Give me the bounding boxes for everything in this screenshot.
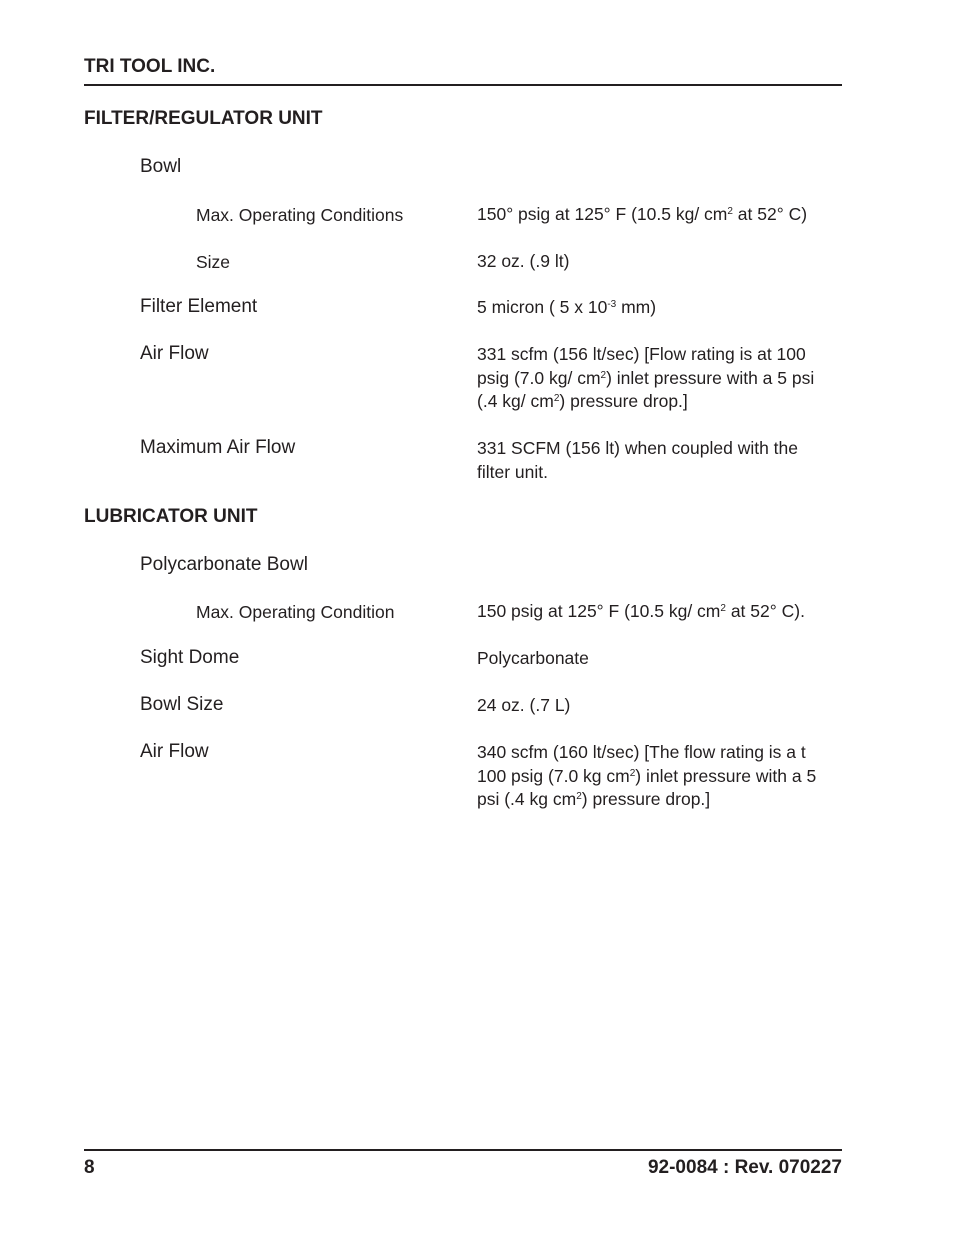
bowl-label: Bowl bbox=[140, 156, 182, 177]
max-operating-conditions-label: Max. Operating Conditions bbox=[196, 205, 404, 225]
maximum-air-flow-label: Maximum Air Flow bbox=[140, 437, 296, 458]
maximum-air-flow-value: 331 SCFM (156 lt) when coupled with the filter unit. bbox=[477, 438, 798, 482]
lubricator-air-flow-label: Air Flow bbox=[140, 741, 209, 762]
section-title-filter-regulator: FILTER/REGULATOR UNIT bbox=[84, 108, 323, 129]
section-title-lubricator: LUBRICATOR UNIT bbox=[84, 506, 258, 527]
page-number: 8 bbox=[84, 1157, 95, 1178]
polycarbonate-bowl-label: Polycarbonate Bowl bbox=[140, 554, 308, 575]
footer-rule bbox=[84, 1149, 842, 1151]
max-operating-condition-label: Max. Operating Condition bbox=[196, 602, 395, 622]
size-value: 32 oz. (.9 lt) bbox=[477, 251, 570, 271]
filter-element-label: Filter Element bbox=[140, 296, 258, 317]
filter-element-value: 5 micron ( 5 x $10^{-3}$ mm) bbox=[477, 297, 657, 317]
max-operating-conditions-value: 150° psig at 125° F (10.5 kg/ $cm^2$ at 52° C) bbox=[477, 204, 808, 224]
sight-dome-label: Sight Dome bbox=[140, 647, 240, 668]
bowl-size-value: 24 oz. (.7 L) bbox=[477, 695, 571, 715]
air-flow-value: 331 scfm (156 lt/sec) [Flow rating is at 100 psig (7.0 kg/ $cm^2$) inlet pressure with a 5 psi (.4 kg/ $cm^2$) pressure drop.] bbox=[477, 344, 815, 411]
sight-dome-value: Polycarbonate bbox=[477, 648, 589, 668]
lubricator-air-flow-value: 340 scfm (160 lt/sec) [The flow rating is a t 100 psig (7.0 kg $cm^2$) inlet pressure with a 5 psi (.4 kg $cm^2$) pressure drop.] bbox=[477, 742, 817, 809]
document-revision: 92-0084 : Rev. 070227 bbox=[647, 1157, 842, 1178]
company-name: TRI TOOL INC. bbox=[84, 56, 216, 77]
bowl-size-label: Bowl Size bbox=[140, 694, 224, 715]
size-label: Size bbox=[196, 252, 231, 272]
air-flow-label: Air Flow bbox=[140, 343, 209, 364]
max-operating-condition-value: 150 psig at 125° F (10.5 kg/ $cm^2$ at 52° C). bbox=[477, 601, 805, 621]
header-rule bbox=[84, 84, 842, 86]
